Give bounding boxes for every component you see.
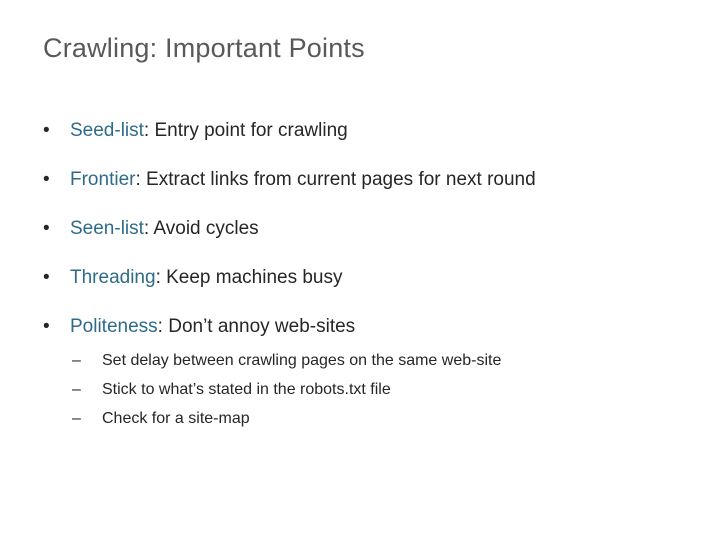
bullet-item-seen-list xyxy=(43,213,703,262)
bullet-description: : Don’t annoy web-sites xyxy=(157,316,356,337)
bullet-item-threading xyxy=(43,262,703,311)
bullet-term: Frontier xyxy=(70,169,136,190)
bullet-item-seed-list xyxy=(43,115,703,164)
sub-bullet-item xyxy=(72,404,692,433)
sub-bullet-text: Check for a site-map xyxy=(102,410,250,427)
sub-bullet-text: Set delay between crawling pages on the same web-site xyxy=(102,352,502,369)
bullet-text xyxy=(70,213,259,245)
bullet-dot-icon: • xyxy=(43,316,50,337)
bullet-term: Threading xyxy=(70,267,156,288)
sub-bullet-item xyxy=(72,375,692,404)
dash-icon: – xyxy=(72,410,81,427)
bullet-term: Politeness xyxy=(70,316,158,337)
bullet-dot-icon: • xyxy=(43,120,50,141)
bullet-text xyxy=(70,115,348,147)
bullet-description: : Avoid cycles xyxy=(143,218,259,239)
bullet-text xyxy=(70,262,343,294)
bullet-text xyxy=(70,311,355,343)
sub-bullet-list xyxy=(72,346,692,433)
bullet-item-frontier xyxy=(43,164,703,213)
bullet-description: : Extract links from current pages for next round xyxy=(135,169,536,190)
slide-title: Crawling: Important Points xyxy=(43,33,365,63)
bullet-dot-icon: • xyxy=(43,267,50,288)
dash-icon: – xyxy=(72,352,81,369)
bullet-dot-icon: • xyxy=(43,169,50,190)
sub-bullet-item xyxy=(72,346,692,375)
bullet-text xyxy=(70,164,536,196)
bullet-description: : Entry point for crawling xyxy=(143,120,348,141)
bullet-dot-icon: • xyxy=(43,218,50,239)
sub-bullet-text: Stick to what’s stated in the robots.txt file xyxy=(102,381,391,398)
bullet-term: Seed-list xyxy=(70,120,144,141)
dash-icon: – xyxy=(72,381,81,398)
bullet-term: Seen-list xyxy=(70,218,144,239)
bullet-description: : Keep machines busy xyxy=(155,267,343,288)
bullet-list xyxy=(43,115,703,360)
